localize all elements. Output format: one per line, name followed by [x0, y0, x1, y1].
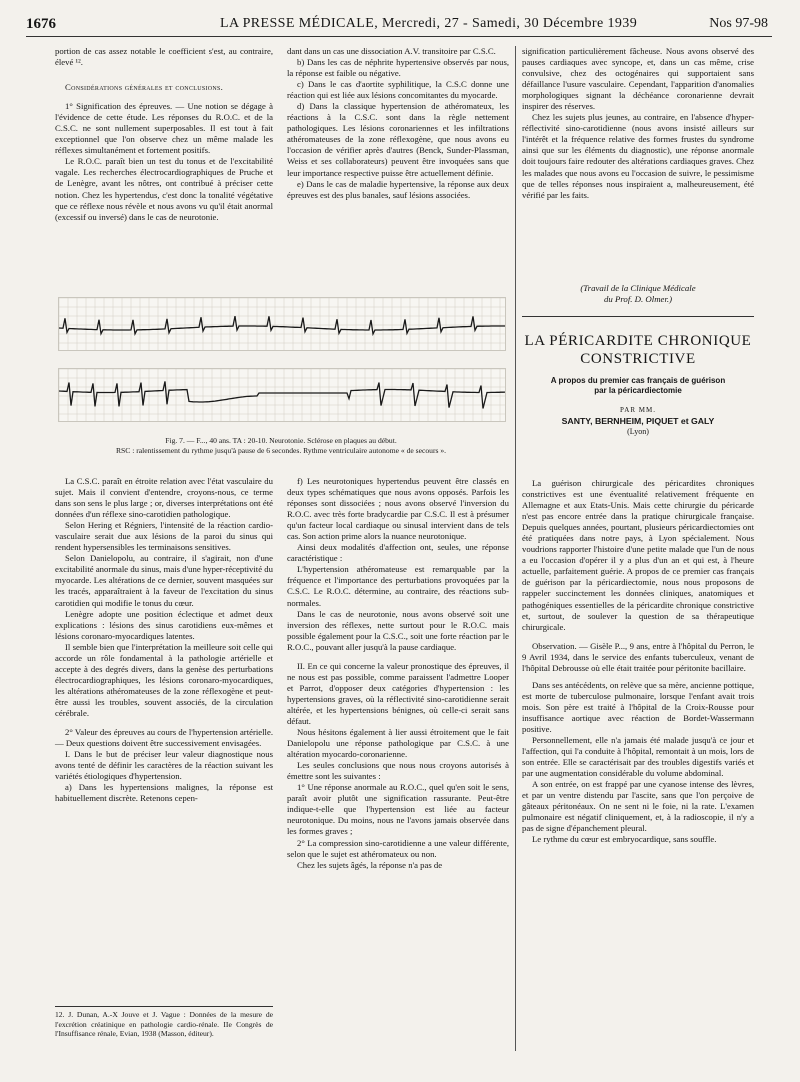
caption-line: RSC : ralentissement du rythme jusqu'à pause de 6 secondes. Rythme ventriculaire autonome « de secours ».	[115, 446, 447, 455]
paragraph: Le rythme du cœur est embryocardique, sans souffle.	[532, 834, 717, 845]
ecg-trace-strip-2	[58, 368, 506, 422]
article-par: PAR MM.	[620, 406, 656, 414]
paragraph: II. En ce qui concerne la valeur pronostique des épreuves, il ne nous est pas possible, comme paraissent l'admettre Looper et Parrot, d'opposer deux catégories d'hypertension : les hypertensions graves, où la réflectivité sino-carotidienne serait altérée, et les hypertensions bénignes, où celle-ci serait sans défaut.	[287, 660, 509, 726]
paragraph: Selon Danielopolu, au contraire, il s'agirait, non d'une excitabilité anormale du sinus, mais d'une hyper-réceptivité du myocarde. Les altérations de ce dernier, souvent masquées sur les tracés, apparaîtraient à la faveur de l'excitation du sinus carotidien qui modifie le tonus du cœur.	[55, 553, 273, 608]
paragraph: 1° Une réponse anormale au R.O.C., quel qu'en soit le sens, paraît avoir plutôt une signification rassurante. Peut-être indique-t-elle que l'hypertension est liée au facteur neurotonique. Du moins, nous ne l'avons jamais observée dans les formes graves ;	[287, 782, 509, 837]
issue-number: Nos 97-98	[709, 16, 768, 31]
paragraph: A son entrée, on est frappé par une cyanose intense des lèvres, et par un ventre distendu par l'ascite, sans que l'on perçoive de gâteaux péritonéaux. On ne sent ni le foie, ni la rate. L'examen pulmonaire est négatif cliniquement, et, à la radioscopie, il n'y a pas de signe d'épanchement pleural.	[522, 779, 754, 834]
footnote: 12. J. Dunan, A.-X Jouve et J. Vague : Données de la mesure de l'excrétion créatinique en pathologie cardio-rénale. IIe Congrès de l'Insuffisance rénale, Evian, 1938 (Masson, éditeur).	[55, 1006, 273, 1039]
article-header	[522, 332, 754, 436]
paragraph: Les seules conclusions que nous nous croyons autorisés à émettre sont les suivantes :	[287, 760, 509, 782]
column-2-bottom	[287, 476, 509, 871]
paragraph: I. Dans le but de préciser leur valeur diagnostique nous avons tenté de définir les caractères de la réaction suivant les variétés étiologiques d'hypertension.	[55, 749, 273, 782]
article-title: LA PÉRICARDITE CHRONIQUE	[524, 333, 752, 349]
column-1-top	[55, 46, 273, 223]
paragraph: c) Dans le cas d'aortite syphilitique, la C.S.C donne une réaction qui est liée aux lésions concomitantes du myocarde.	[287, 79, 509, 101]
paragraph: 2° La compression sino-carotidienne a une valeur différente, selon que le sujet est athéromateux ou non.	[287, 837, 509, 859]
paragraph: portion de cas assez notable le coefficient s'est, au contraire, élevé ¹².	[55, 46, 273, 68]
paragraph: L'hypertension athéromateuse est remarquable par la fréquence et l'importance des perturbations provoquées par la C.S.C. Le R.O.C. détermine, au contraire, des réactions sub-normales.	[287, 564, 509, 608]
paragraph: Observation. — Gisèle P..., 9 ans, entre à l'hôpital du Perron, le 9 Avril 1934, dans le service des enfants tuberculeux, venant de l'hôpital Debrousse où elle était traitée pour péritonite bacillaire.	[522, 640, 754, 673]
column-divider	[515, 46, 516, 1051]
paragraph: dant dans un cas une dissociation A.V. transitoire par C.S.C.	[287, 46, 496, 56]
article-location: (Lyon)	[627, 427, 649, 436]
paragraph: Personnellement, elle n'a jamais été malade jusqu'à ce jour et l'affection, qui l'a conduite à l'hôpital, remontait à un mois, lors de son entrée. Elle se caractérisait par des troubles digestifs variés et par une augmentation considérable du volume abdominal.	[522, 735, 754, 779]
article-separator	[522, 316, 754, 317]
paragraph: La guérison chirurgicale des péricardites chroniques constrictives est une éventualité relativement fréquente en Allemagne et aux Etats-Unis. Mais cette chirurgie du péricarde n'est pas encore entrée dans la pratique chirurgicale française. Depuis quelques années, pourtant, plusieurs péricardiectomies ont été pratiquées dans notre pays, à Lyon spécialement. Nous voudrions rapporter l'histoire d'une petite malade que l'un de nous a eu l'occasion d'opérer il y a plus d'un an et qui est, à l'heure actuelle, parfaitement guérie. A propos de ce premier cas français de guérison par la péricardiectomie, nous nous proposons de rappeler succinctement les données cliniques, anatomiques et pathogéniques essentielles de la péricardite chronique constrictive et, surtout, de soulever la question de sa thérapeutique chirurgicale.	[522, 478, 754, 632]
article-authors: SANTY, BERNHEIM, PIQUET et GALY	[561, 416, 715, 426]
figure-caption	[58, 436, 504, 456]
paragraph: Il semble bien que l'interprétation la meilleure soit celle qui accorde un rôle fondamental à la pathologie artérielle et accepte à des degrés divers, dans la genèse des perturbations électrocardiographiques, les lésions coronaro-myocardiques, les altérations athéromateuses de la zone réflexogène et peut-être aussi les troubles, souvent associés, de la circulation cérébrale.	[55, 641, 273, 718]
article-subtitle: A propos du premier cas français de guérison	[550, 376, 726, 385]
paragraph: a) Dans les hypertensions malignes, la réponse est habituellement discrète. Retenons cepen-	[55, 782, 273, 804]
work-credit	[522, 283, 754, 305]
article-subtitle: par la péricardiectomie	[594, 386, 682, 395]
column-3-top	[522, 46, 754, 201]
credit-line: du Prof. D. Olmer.)	[603, 294, 673, 304]
paragraph: Le R.O.C. paraît bien un test du tonus et de l'excitabilité vagale. Les recherches électrocardiographiques de Pruche et de Lenègre, avant les nôtres, ont contribué à préciser cette notion. Chez les hypertendus, c'est donc la tonalité végétative que ce réflexe nous révèle et nous avons vu qu'il était anormal (excessif ou inversé) dans le cas de neurotonie.	[55, 156, 273, 222]
paragraph: Chez les sujets âgés, la réponse n'a pas de	[297, 859, 443, 870]
paragraph: Lenègre adopte une position éclectique et admet deux explications : lésions des sinus carotidiens eux-mêmes et lésions coronaro-myocardiques latentes.	[55, 608, 273, 641]
paragraph: Nous hésitons également à lier aussi étroitement que le fait Danielopolu une réponse pathologique par C.S.C. à une altération myocardo-coronarienne.	[287, 727, 509, 760]
column-2-top	[287, 46, 509, 201]
paragraph: Dans le cas de neurotonie, nous avons observé soit une inversion des réflexes, nette surtout pour le R.O.C. mais possible également pour la C.S.C., soit une forte réaction par le R.O.C., pouvant aller jusqu'à la pause cardiaque.	[287, 608, 509, 652]
paragraph: Chez les sujets plus jeunes, au contraire, en l'absence d'hyper-réflectivité sino-carotidienne (nous avons insisté ailleurs sur l'intérêt et la fréquence relative des formes frustes du syndrome ainsi que sur les éléments du diagnostic), une réponse anormale doit toujours faire redouter des altérations cardiaques graves. Chez les malades que nous avons eu l'occasion de suivre, le pessimisme que de telles réponses nous inspiraient a, malheureusement, été vérifié par les faits.	[522, 112, 754, 200]
paragraph: f) Les neurotoniques hypertendus peuvent être classés en deux types schématiques que nous avons opposés. Parfois les réponses sont dissociées ; nous avons observé l'inversion du R.O.C. avec très forte bradycardie par C.S.C. Il est à présumer qu'un facteur local cardiaque ou sinusal intervient dans de tels cas. Son action prime alors la nuance neurotonique.	[287, 476, 509, 542]
page-header	[26, 14, 772, 36]
page-number: 1676	[26, 16, 56, 32]
section-heading: Considérations générales et conclusions.	[65, 82, 224, 93]
paragraph: Selon Hering et Régniers, l'intensité de la réaction cardio-vasculaire serait due aux lésions de la paroi du sinus qui rendent hypersensibles les terminaisons sensitives.	[55, 520, 273, 553]
caption-line: Fig. 7. — F..., 40 ans. TA : 20-10. Neurotonie. Sclérose en plaques au début.	[165, 436, 397, 445]
paragraph: Ainsi deux modalités d'affection ont, seules, une réponse caractéristique :	[287, 542, 509, 564]
paragraph: b) Dans les cas de néphrite hypertensive observés par nous, la réponse est faible ou négative.	[287, 57, 509, 79]
ecg-trace-strip-1	[58, 297, 506, 351]
article-title: CONSTRICTIVE	[580, 351, 696, 367]
paragraph: d) Dans la classique hypertension de athéromateux, les réactions à la C.S.C. sont dans la règle nettement pathologiques. Les lésions coronariennes et les infiltrations athéromateuses de la zone réflexogène, que nous avons eu l'occasion de vérifier après d'autres (Benck, Sunder-Plassman, Weiss et ses collaborateurs) peuvent être invoquées sans que leur importance respective puisse être actuellement définie.	[287, 101, 509, 178]
column-1-bottom	[55, 476, 273, 804]
paragraph: e) Dans le cas de maladie hypertensive, la réponse aux deux épreuves est des plus banales, sauf lésions associées.	[287, 178, 509, 200]
paragraph: La C.S.C. paraît en étroite relation avec l'état vasculaire du sujet. Mais il convient d'entendre, croyons-nous, ce terme dans son sens le plus large ; or, diverses interprétations ont été données d'un réflexe sino-carotidien pathologique.	[55, 476, 273, 520]
header-rule	[26, 36, 772, 37]
journal-title: LA PRESSE MÉDICALE, Mercredi, 27 - Samedi, 30 Décembre 1939	[220, 16, 638, 31]
column-3-bottom	[522, 478, 754, 846]
paragraph: signification particulièrement fâcheuse. Nous avons observé des pauses cardiaques avec syncope, et, dans un cas même, crise convulsive, chez des octogénaires qui supportaient sans défaillance l'usure vasculaire. Cependant, l'apparition d'anomalies morphologiques signant la déchéance coronarienne devrait inspirer des réserves.	[522, 46, 754, 112]
paragraph: 1° Signification des épreuves. — Une notion se dégage à l'évidence de cette étude. Les réponses du R.O.C. et de la C.S.C. ne sont nullement superposables. Il est tout à fait exceptionnel que l'on observe chez un même malade les réflexes simultanément et fortement positifs.	[55, 101, 273, 156]
section-heading: 2° Valeur des épreuves au cours de l'hypertension artérielle. — Deux questions doivent être successivement envisagées.	[55, 727, 273, 749]
credit-line: (Travail de la Clinique Médicale	[580, 283, 696, 293]
paragraph: Dans ses antécédents, on relève que sa mère, ancienne pottique, est morte de tuberculose pulmonaire, lorsque l'enfant avait trois mois. Son père est traité à l'hôpital de la Croix-Rousse pour insuffisance aortique avec réaction de Bordet-Wassermann positive.	[522, 679, 754, 734]
